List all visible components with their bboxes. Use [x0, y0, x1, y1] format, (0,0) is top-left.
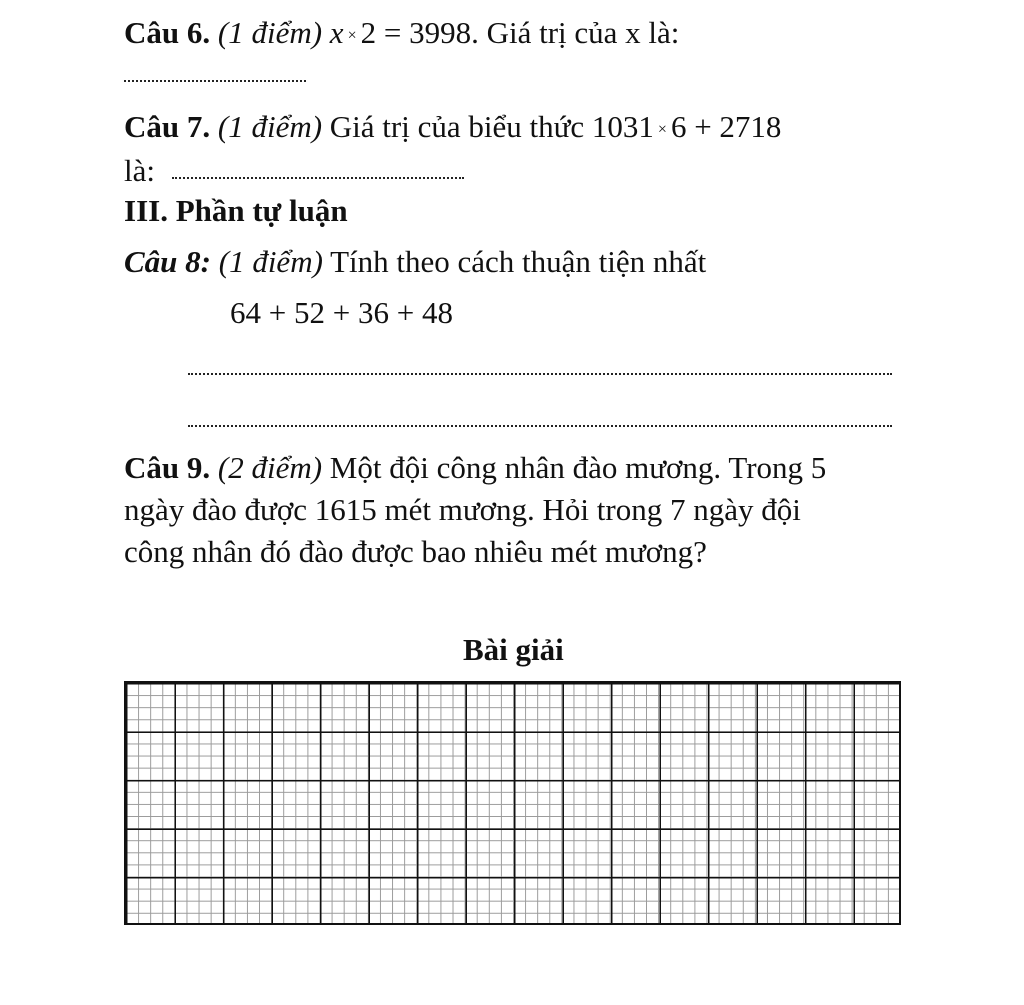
question-6-points: (1 điểm)	[217, 15, 323, 50]
question-7-label: Câu 7.	[124, 109, 211, 144]
answer-line-q7[interactable]	[172, 177, 464, 179]
question-9-text-line-3: công nhân đó đào được bao nhiêu mét mương?	[124, 534, 707, 569]
solution-grid[interactable]	[124, 681, 901, 925]
question-7-line-2	[124, 152, 155, 190]
question-6-label: Câu 6.	[124, 15, 211, 50]
question-7-answer-label: là:	[124, 153, 155, 188]
section-heading: III. Phần tự luận	[124, 193, 348, 228]
question-6-text: . Giá trị của x là:	[471, 15, 680, 50]
question-8-label: Câu 8:	[124, 244, 211, 279]
question-9-points: (2 điểm)	[217, 450, 323, 485]
question-7	[124, 108, 781, 149]
question-8-expression: 64 + 52 + 36 + 48	[230, 295, 453, 330]
answer-line-q8-1[interactable]	[188, 373, 892, 375]
question-9-text-line-1: Một đội công nhân đào mương. Trong 5	[329, 450, 827, 485]
solution-title: Bài giải	[463, 632, 564, 667]
question-8-points: (1 điểm)	[218, 244, 323, 279]
question-7-points: (1 điểm)	[217, 109, 323, 144]
question-8-text: Tính theo cách thuận tiện nhất	[330, 244, 707, 279]
answer-line-q6[interactable]	[124, 80, 306, 82]
question-6	[124, 14, 679, 55]
answer-line-q8-2[interactable]	[188, 425, 892, 427]
question-6-expression: 2 = 3998	[360, 15, 472, 50]
question-7-text: Giá trị của biểu thức 1031	[329, 109, 654, 144]
multiply-sign: ×	[657, 121, 667, 138]
question-9-text-line-2: ngày đào được 1615 mét mương. Hỏi trong 7 ngày đội	[124, 492, 801, 527]
question-6-variable: x	[329, 15, 344, 50]
question-9	[124, 449, 826, 487]
multiply-sign: ×	[347, 27, 357, 44]
question-7-expression: 6 + 2718	[670, 109, 782, 144]
question-9-label: Câu 9.	[124, 450, 211, 485]
question-8	[124, 243, 706, 281]
